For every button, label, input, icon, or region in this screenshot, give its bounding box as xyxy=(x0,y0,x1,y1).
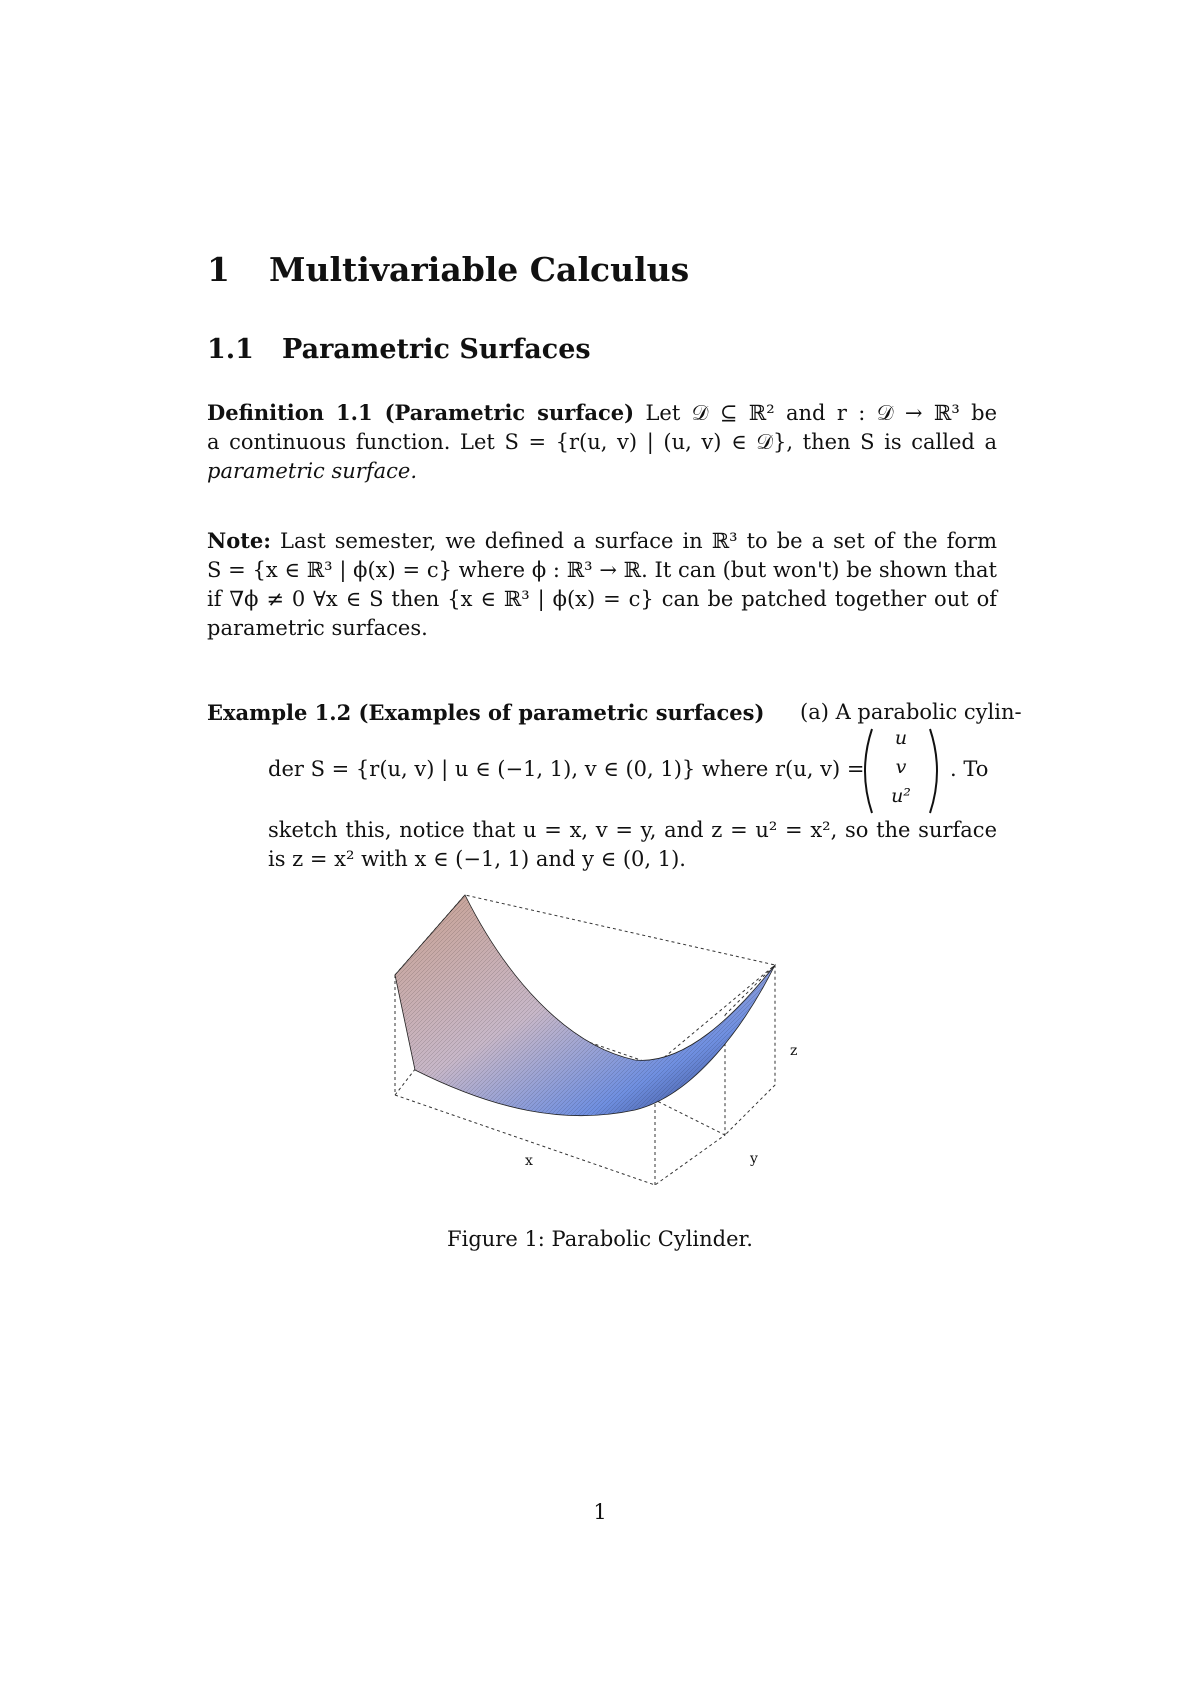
matrix-entry-3: u² xyxy=(891,785,911,807)
example-label: Example 1.2 (Examples of parametric surfaces) xyxy=(207,700,765,725)
example-line-1: sketch this, notice that u = x, v = y, and z = u² = x², so the surface xyxy=(268,818,997,842)
section-title-text: Multivariable Calculus xyxy=(269,250,690,289)
column-vector xyxy=(858,727,944,815)
definition-line-1 xyxy=(207,398,997,428)
axis-label-y: y xyxy=(750,1151,758,1167)
section-title xyxy=(207,250,689,289)
subsection-title xyxy=(207,334,591,365)
figure-caption: Figure 1: Parabolic Cylinder. xyxy=(447,1227,753,1251)
note-label: Note: xyxy=(207,528,272,553)
surface-plot xyxy=(395,895,798,1215)
definition-block xyxy=(207,398,997,486)
definition-term: parametric surface. xyxy=(207,459,417,483)
figure-parabolic-cylinder xyxy=(395,895,798,1219)
matrix-entry-1: u xyxy=(894,727,908,749)
note-block xyxy=(207,526,997,643)
subsection-title-text: Parametric Surfaces xyxy=(282,334,591,365)
page-number: 1 xyxy=(593,1500,607,1524)
subsection-number: 1.1 xyxy=(207,334,254,365)
example-line-2: is z = x² with x ∈ (−1, 1) and y ∈ (0, 1). xyxy=(268,847,686,871)
definition-line-2: a continuous function. Let S = {r(u, v) | (u, v) ∈ 𝒟}, then S is called a xyxy=(207,430,997,454)
note-line-4: parametric surfaces. xyxy=(207,616,428,640)
example-to-word: . To xyxy=(950,757,989,781)
matrix-entry-2: v xyxy=(895,756,907,778)
definition-label: Definition 1.1 (Parametric surface) xyxy=(207,400,635,425)
axis-label-x: x xyxy=(525,1153,533,1169)
example-body xyxy=(268,816,997,874)
definition-text-1: Let 𝒟 ⊆ ℝ² and r : 𝒟 → ℝ³ be xyxy=(645,401,997,425)
note-text-1: Last semester, we defined a surface in ℝ³ to be a set of the form xyxy=(280,529,997,553)
section-number: 1 xyxy=(207,250,230,289)
note-line-2: S = {x ∈ ℝ³ | ϕ(x) = c} where ϕ : ℝ³ → ℝ. It can (but won't) be shown that xyxy=(207,558,997,582)
example-der-line: der S = {r(u, v) | u ∈ (−1, 1), v ∈ (0, 1)} where r(u, v) = xyxy=(268,757,865,781)
axis-label-z: z xyxy=(790,1043,798,1059)
example-item-a: (a) A parabolic cylin- xyxy=(800,700,1022,724)
note-line-3: if ∇ϕ ≠ 0 ∀x ∈ S then {x ∈ ℝ³ | ϕ(x) = c} can be patched together out of xyxy=(207,587,997,611)
note-line-1 xyxy=(207,526,997,556)
